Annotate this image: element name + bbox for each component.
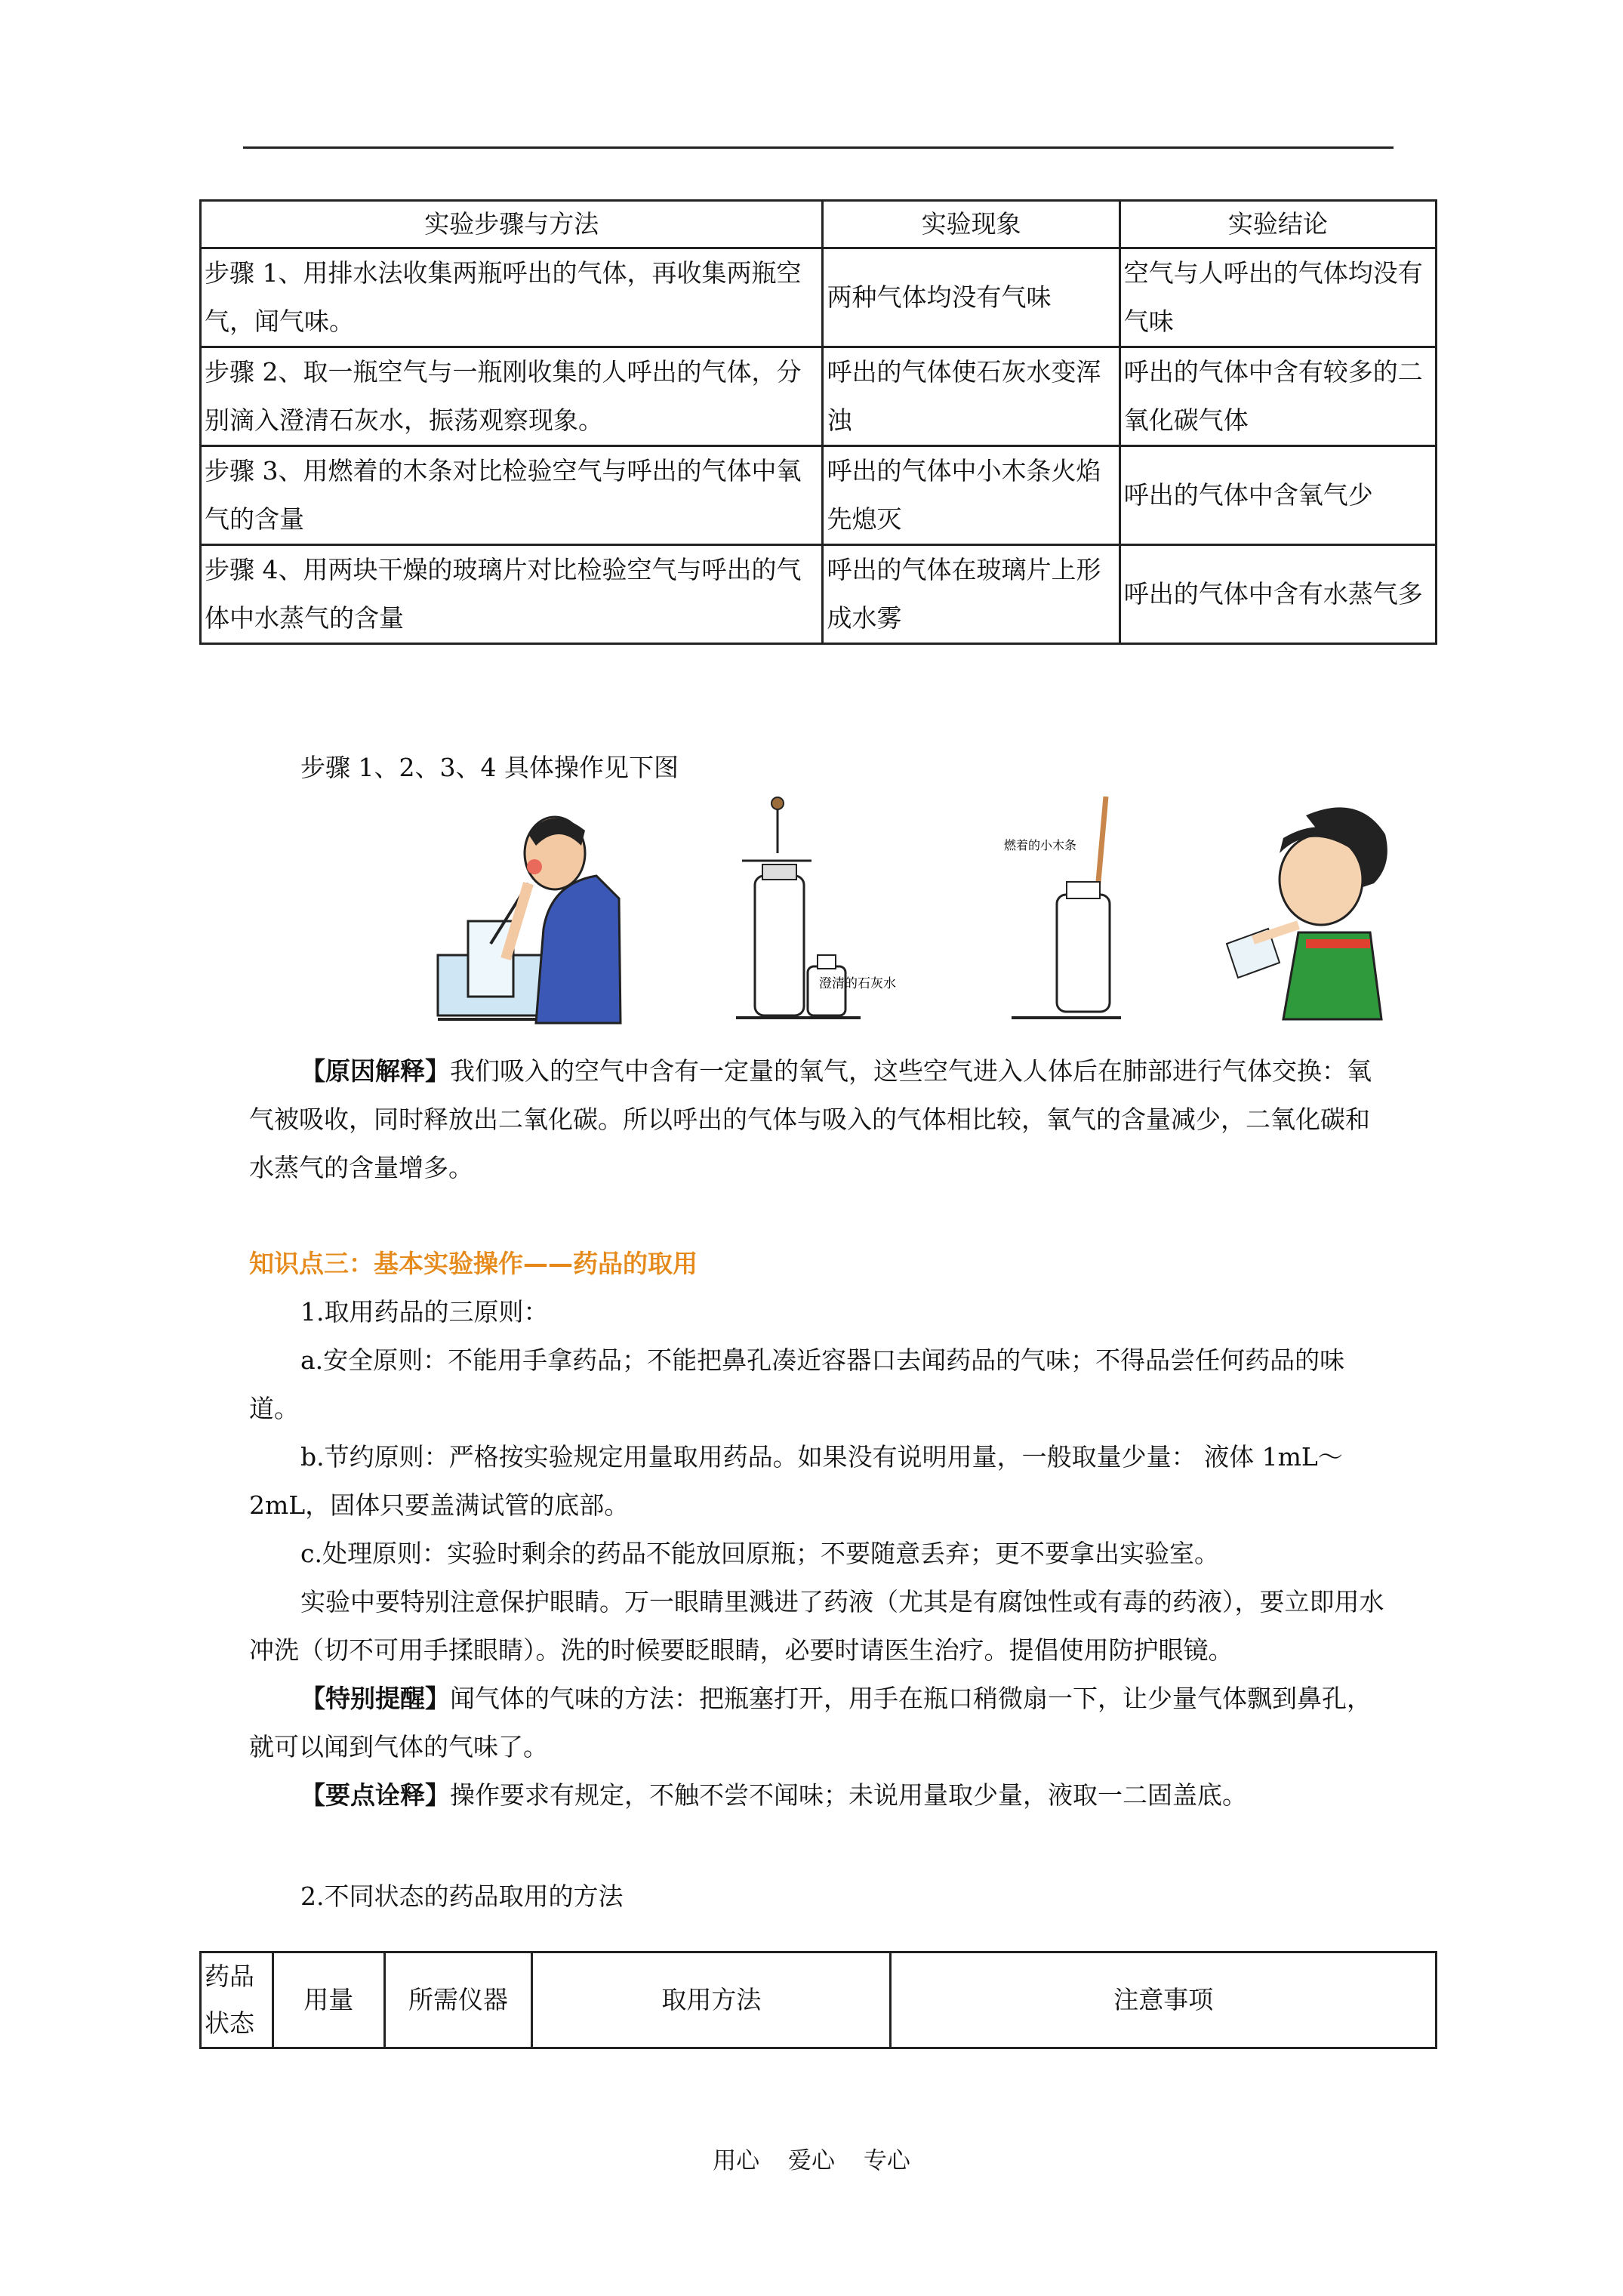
key-points	[249, 1771, 1389, 1820]
breathing-collection-illustration	[423, 793, 627, 1027]
key-points-tag: 【要点诠释】	[300, 1780, 450, 1810]
table-cell: 呼出的气体中含有较多的二氧化碳气体	[1119, 347, 1436, 446]
table-row	[201, 248, 1437, 347]
glass-plate-illustration	[1208, 793, 1393, 1027]
key-points-text: 操作要求有规定，不触不尝不闻味；未说用量取少量，液取一二固盖底。	[450, 1780, 1247, 1810]
header-cell-instruments: 所需仪器	[384, 1952, 532, 2048]
experiment-table	[199, 199, 1437, 645]
table-row	[201, 545, 1437, 644]
header-cell-steps: 实验步骤与方法	[201, 201, 823, 248]
table-cell: 呼出的气体中含有水蒸气多	[1119, 545, 1436, 644]
table-cell: 两种气体均没有气味	[823, 248, 1119, 347]
header-cell-state: 药品状态	[201, 1952, 273, 2048]
table-cell: 步骤 4、用两块干燥的玻璃片对比检验空气与呼出的气体中水蒸气的含量	[201, 545, 823, 644]
header-rule	[243, 146, 1394, 149]
economy-principle: b.节约原则：严格按实验规定用量取用药品。如果没有说明用量，一般取量少量： 液体 1mL～2mL，固体只要盖满试管的底部。	[249, 1442, 1343, 1520]
table-cell: 步骤 2、取一瓶空气与一瓶刚收集的人呼出的气体，分别滴入澄清石灰水，振荡观察现象。	[201, 347, 823, 446]
table-header-row	[201, 201, 1437, 248]
special-reminder-text: 闻气体的气味的方法：把瓶塞打开，用手在瓶口稍微扇一下，让少量气体飘到鼻孔，就可以闻到气体的气味了。	[249, 1684, 1372, 1761]
header-cell-conclusion: 实验结论	[1119, 201, 1436, 248]
methods-heading: 2.不同状态的药品取用的方法	[300, 1881, 624, 1911]
reason-tag: 【原因解释】	[300, 1056, 450, 1086]
table-cell: 空气与人呼出的气体均没有气味	[1119, 248, 1436, 347]
limewater-label: 澄清的石灰水	[819, 976, 896, 991]
burning-stick-label: 燃着的小木条	[1004, 838, 1077, 852]
table-cell: 呼出的气体中含氧气少	[1119, 446, 1436, 545]
table-row	[201, 446, 1437, 545]
table-cell: 步骤 1、用排水法收集两瓶呼出的气体，再收集两瓶空气，闻气味。	[201, 248, 823, 347]
table-cell: 步骤 3、用燃着的木条对比检验空气与呼出的气体中氧气的含量	[201, 446, 823, 545]
table-header-row	[201, 1952, 1437, 2048]
page-footer: 用心 爱心 专心	[713, 2147, 910, 2174]
table-cell: 呼出的气体中小木条火焰先熄灭	[823, 446, 1119, 545]
table-cell: 呼出的气体在玻璃片上形成水雾	[823, 545, 1119, 644]
safety-principle: a.安全原则：不能用手拿药品；不能把鼻孔凑近容器口去闻药品的气味；不得品尝任何药品的味道。	[249, 1345, 1345, 1423]
drug-taking-table	[199, 1951, 1437, 2049]
header-cell-notes: 注意事项	[891, 1952, 1437, 2048]
eye-protection-paragraph: 实验中要特别注意保护眼睛。万一眼睛里溅进了药液（尤其是有腐蚀性或有毒的药液），要立即用水冲洗（切不可用手揉眼睛）。洗的时候要眨眼睛，必要时请医生治疗。提倡使用防护眼镜。	[249, 1587, 1384, 1665]
disposal-principle: c.处理原则：实验时剩余的药品不能放回原瓶；不要随意丢弃；更不要拿出实验室。	[300, 1539, 1219, 1568]
limewater-bottles-illustration	[736, 793, 896, 1027]
header-cell-amount: 用量	[273, 1952, 384, 2048]
header-cell-phenomenon: 实验现象	[823, 201, 1119, 248]
special-reminder-tag: 【特别提醒】	[300, 1684, 450, 1713]
reason-paragraph	[249, 1047, 1389, 1192]
steps-caption: 步骤 1、2、3、4 具体操作见下图	[300, 753, 679, 782]
header-cell-method: 取用方法	[532, 1952, 891, 2048]
section-title: 知识点三：基本实验操作——药品的取用	[249, 1249, 698, 1278]
table-row	[201, 347, 1437, 446]
reason-text: 我们吸入的空气中含有一定量的氧气，这些空气进入人体后在肺部进行气体交换：氧气被吸收，同时释放出二氧化碳。所以呼出的气体与吸入的气体相比较，氧气的含量减少，二氧化碳和水蒸气的含量增多。	[249, 1056, 1372, 1182]
principles-heading: 1.取用药品的三原则：	[300, 1297, 549, 1327]
burning-stick-illustration	[1000, 793, 1121, 1027]
table-cell: 呼出的气体使石灰水变浑浊	[823, 347, 1119, 446]
special-reminder	[249, 1675, 1389, 1771]
